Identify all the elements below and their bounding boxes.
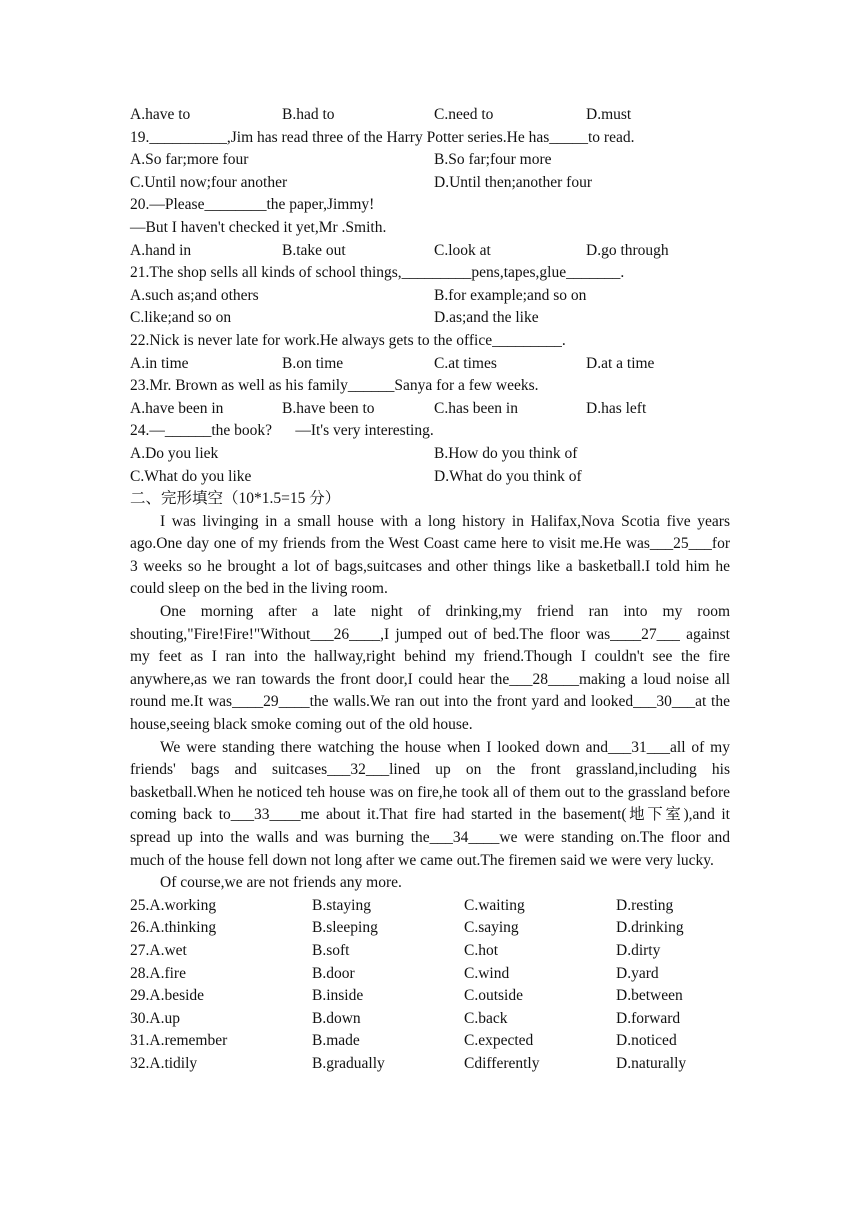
option: C.has been in — [434, 399, 518, 417]
cloze-options-32 — [130, 1053, 730, 1076]
option: B.had to — [282, 106, 335, 123]
option: D.dirty — [616, 941, 661, 959]
option: 30.A.up — [130, 1009, 180, 1027]
option: C.What do you like — [130, 467, 252, 485]
option: B.So far;four more — [434, 151, 552, 169]
option: D.noticed — [616, 1032, 677, 1050]
cloze-options-30 — [130, 1008, 730, 1031]
option: B.for example;and so on — [434, 286, 587, 304]
passage-paragraph: Of course,we are not friends any more. — [160, 874, 402, 892]
q22-stem: 22.Nick is never late for work.He always gets to the office_________. — [130, 331, 566, 349]
option: B.take out — [282, 241, 346, 259]
option: D.yard — [616, 964, 659, 982]
q19-options-row1 — [130, 149, 730, 172]
option: B.staying — [312, 896, 371, 914]
option: C.look at — [434, 241, 491, 259]
cloze-options-31 — [130, 1030, 730, 1053]
option: B.gradually — [312, 1054, 385, 1072]
option: A.have been in — [130, 399, 224, 417]
option: D.has left — [586, 399, 647, 417]
passage-paragraph: One morning after a late night of drinking,my friend ran into my room shouting,"Fire!Fire!"Without___26____,I jumped out of bed.The floor was____27___ against my feet as I ran into the hallway,right behind my friend.Though I couldn't see the fire anywhere,as we ran towards the front door,I could hear the___28____making a loud noise all round me.It was____29____the walls.We ran out into the front yard and looked___30___at the house,seeing black smoke coming out of the old house. — [130, 603, 730, 734]
cloze-options-25 — [130, 895, 730, 918]
option: D.What do you think of — [434, 467, 582, 485]
cloze-options-26 — [130, 917, 730, 940]
option: B.on time — [282, 354, 344, 372]
option: B.inside — [312, 987, 364, 1005]
q19-stem: 19.__________,Jim has read three of the Harry Potter series.He has_____to read. — [130, 128, 635, 146]
option: C.saying — [464, 919, 519, 937]
option: C.at times — [434, 354, 497, 372]
q23-options — [130, 398, 730, 421]
exam-content — [130, 104, 730, 1076]
option: C.need to — [434, 106, 494, 123]
q21-options-row1 — [130, 285, 730, 308]
option: C.expected — [464, 1032, 534, 1050]
q20-stem: 20.—Please________the paper,Jimmy! — [130, 196, 375, 214]
q24-options-row2 — [130, 466, 730, 489]
option: B.How do you think of — [434, 444, 578, 462]
option: C.hot — [464, 941, 499, 959]
option: D.at a time — [586, 354, 655, 372]
passage-paragraph: We were standing there watching the house when I looked down and___31___all of my friends' bags and suitcases___32___lined up on the front grassland,including his basketball.When he noticed teh house was on fire,he took all of them out to the grassland before coming back to___33____me about it.That fire had started in the basement(地下室),and it spread up into the walls and was burning the___34____we were standing on.The floor and much of the house fell down not long after we came out.The firemen said we were very lucky. — [130, 738, 730, 869]
option: C.waiting — [464, 896, 525, 914]
q19-options-row2 — [130, 172, 730, 195]
option: 27.A.wet — [130, 941, 187, 959]
option: C.wind — [464, 964, 510, 982]
passage-paragraph: I was livinging in a small house with a long history in Halifax,Nova Scotia five years ago.One day one of my friends from the West Coast came here to visit me.He was___25___for 3 weeks so he brought a lot of bags,suitcases and other things like a basketball.I told him he could sleep on the bed in the living room. — [130, 512, 730, 598]
option: C.back — [464, 1009, 508, 1027]
option: C.like;and so on — [130, 309, 232, 327]
option: C.outside — [464, 987, 523, 1005]
option: C.Until now;four another — [130, 173, 288, 191]
q23-stem: 23.Mr. Brown as well as his family______Sanya for a few weeks. — [130, 377, 539, 395]
option: B.sleeping — [312, 919, 378, 937]
q22-options — [130, 353, 730, 376]
option: 29.A.beside — [130, 987, 205, 1005]
q24-stem: 24.—______the book? —It's very interesting. — [130, 422, 434, 440]
option: A.in time — [130, 354, 189, 372]
option: A.So far;more four — [130, 151, 249, 169]
option: 28.A.fire — [130, 964, 186, 982]
option: B.soft — [312, 941, 350, 959]
option: A.have to — [130, 106, 191, 123]
option: B.door — [312, 964, 355, 982]
option: 31.A.remember — [130, 1032, 228, 1050]
option: 26.A.thinking — [130, 919, 217, 937]
option: 32.A.tidily — [130, 1054, 198, 1072]
section-title: 二、完形填空（10*1.5=15 分） — [130, 490, 341, 508]
option: B.have been to — [282, 399, 375, 417]
option: D.drinking — [616, 919, 684, 937]
option: D.naturally — [616, 1054, 687, 1072]
cloze-options-27 — [130, 940, 730, 963]
option: A.such as;and others — [130, 286, 259, 304]
q18-options — [130, 104, 730, 127]
option: D.go through — [586, 241, 669, 259]
option: B.made — [312, 1032, 360, 1050]
q20-reply: —But I haven't checked it yet,Mr .Smith. — [130, 218, 387, 236]
option: D.resting — [616, 896, 674, 914]
q21-stem: 21.The shop sells all kinds of school things,_________pens,tapes,glue_______. — [130, 264, 625, 282]
q24-options-row1 — [130, 443, 730, 466]
option: D.Until then;another four — [434, 173, 592, 191]
cloze-options-28 — [130, 963, 730, 986]
option: D.as;and the like — [434, 309, 539, 327]
option: 25.A.working — [130, 896, 217, 914]
option: D.forward — [616, 1009, 681, 1027]
option: D.between — [616, 987, 683, 1005]
q21-options-row2 — [130, 307, 730, 330]
option: Cdifferently — [464, 1054, 540, 1072]
q20-options — [130, 240, 730, 263]
option: B.down — [312, 1009, 361, 1027]
cloze-options-29 — [130, 985, 730, 1008]
option: A.hand in — [130, 241, 192, 259]
option: A.Do you liek — [130, 444, 219, 462]
option: D.must — [586, 106, 632, 123]
